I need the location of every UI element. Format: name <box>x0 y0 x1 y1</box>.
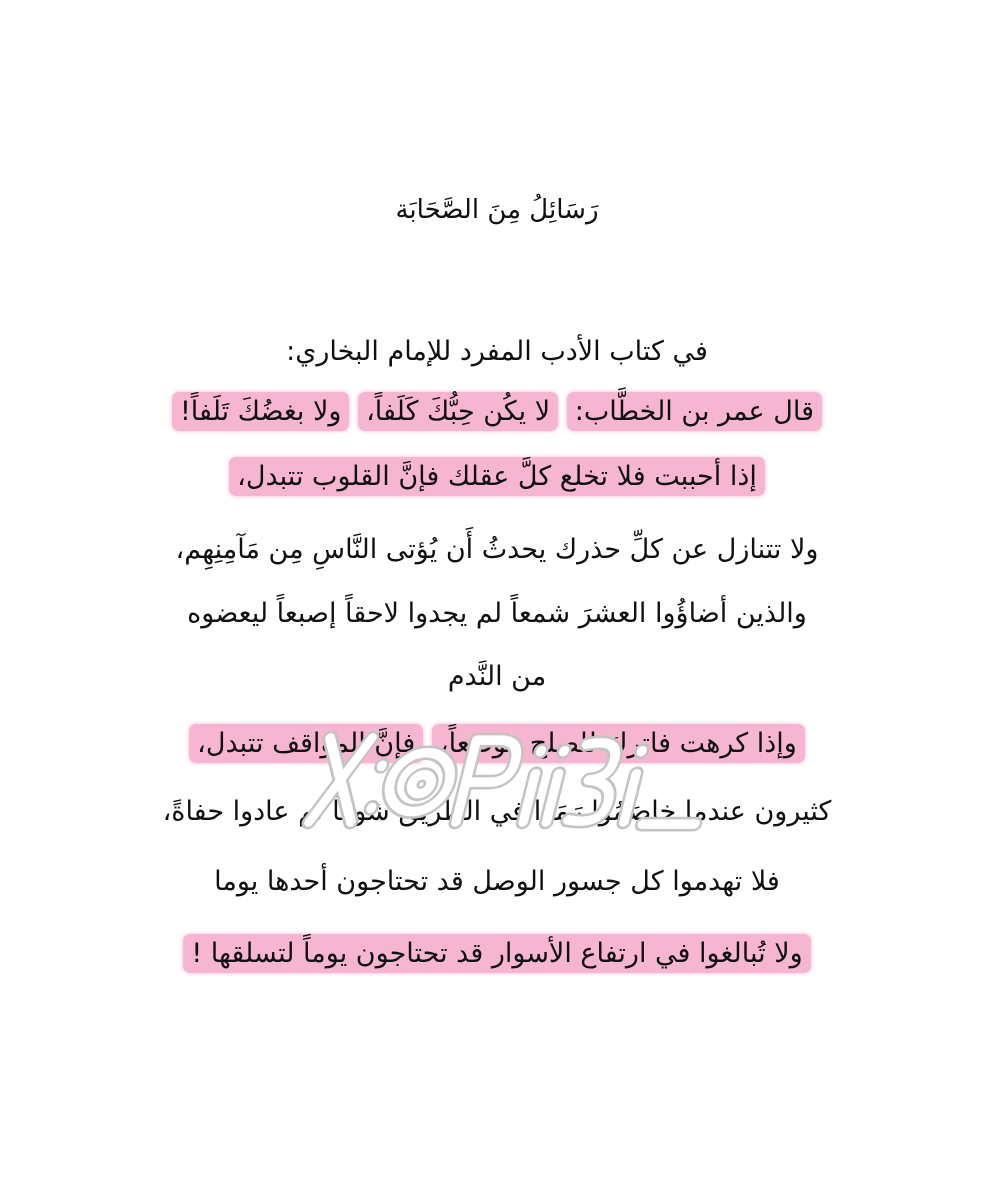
highlighted-text: فإنَّ المواقف تتبدل، <box>189 724 423 763</box>
text-line <box>0 860 994 904</box>
text-line <box>0 932 994 976</box>
highlighted-text: لا يكُن حِبُّكَ كَلَفاً، <box>358 392 558 431</box>
text-segment: فلا تهدموا كل جسور الوصل قد تحتاجون أحدها يوما <box>214 866 780 897</box>
text-segment: ولا تتنازل عن كلِّ حذرك يحدثُ أَن يُؤتى النَّاسِ مِن مَآمِنِهِم، <box>175 534 819 565</box>
text-line <box>0 722 994 766</box>
text-segment: كثيرون عندما خاصَمُوا رَمَوا في الطريق شوكاً ثم عادوا حفاةً، <box>162 796 832 827</box>
text-line <box>0 390 994 434</box>
text-line <box>0 330 994 374</box>
text-line <box>0 455 994 499</box>
text-segment: والذين أضاؤُوا العشرَ شمعاً لم يجدوا لاحقاً إصبعاً ليعضوه <box>187 598 807 629</box>
highlighted-text: وإذا كرهت فاترك للصلح موضعاً، <box>432 724 805 763</box>
highlighted-text: ولا تُبالغوا في ارتفاع الأسوار قد تحتاجون يوماً لتسلقها ! <box>183 934 810 973</box>
text-line <box>0 655 994 699</box>
text-segment: من النَّدم <box>447 661 547 692</box>
text-line <box>0 592 994 636</box>
text-segment: في كتاب الأدب المفرد للإمام البخاري: <box>286 336 708 367</box>
highlighted-text: ولا بغضُكَ تَلَفاً! <box>172 392 349 431</box>
text-line <box>0 790 994 834</box>
highlighted-text: قال عمر بن الخطَّاب: <box>567 392 822 431</box>
text-line <box>0 528 994 572</box>
highlighted-text: إذا أحببت فلا تخلع كلَّ عقلك فإنَّ القلوب تتبدل، <box>229 457 765 496</box>
page-title: رَسَائِلُ مِنَ الصَّحَابَة <box>395 195 599 225</box>
